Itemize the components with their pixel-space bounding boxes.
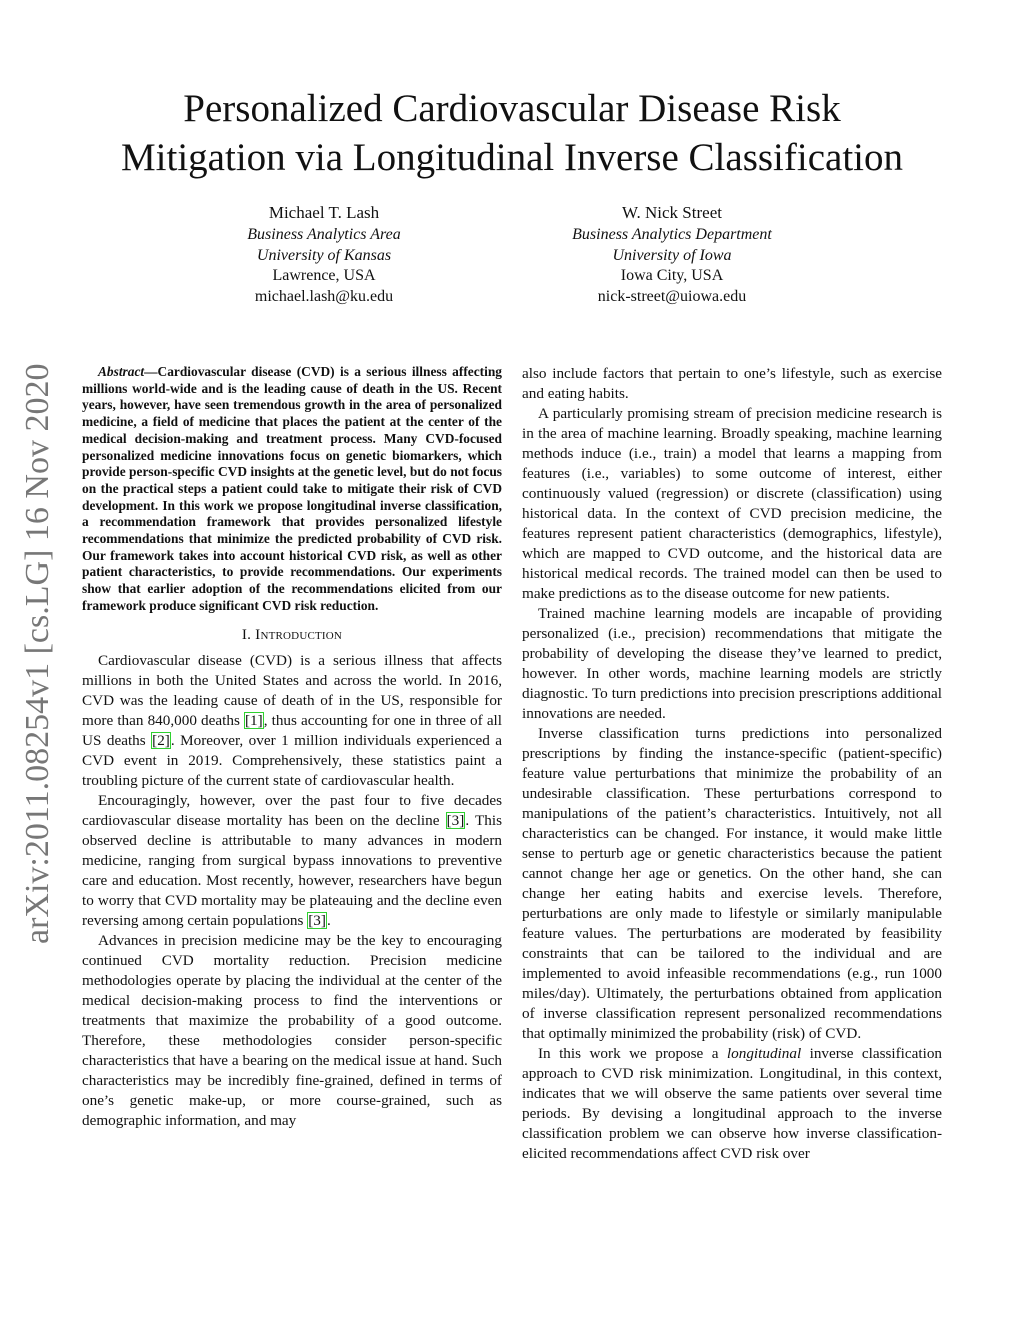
- author-location: Iowa City, USA: [620, 267, 724, 285]
- intro-paragraph-3-continued: also include factors that pertain to one’s lifestyle, such as exercise and eating habits.: [522, 365, 942, 402]
- author-location: Lawrence, USA: [272, 267, 376, 285]
- author-name: W. Nick Street: [622, 203, 722, 222]
- title-line-2: Mitigation via Longitudinal Inverse Classification: [120, 136, 904, 179]
- citation-link[interactable]: [2]: [152, 731, 170, 749]
- author-block-1: [194, 201, 454, 308]
- author-block-2: [542, 201, 802, 308]
- abstract-text: Cardiovascular disease (CVD) is a serious illness affecting millions world-wide and is the leading cause of death in the US. Recent years, however, have seen tremendous growth in the area of personalized medicine, a field of medicine that places the patient at the center of the medical decision-making and treatment process. Many CVD-focused personalized medicine innovations focus on genetic biomarkers, which provide person-specific CVD insights at the genetic level, but do not focus on the practical steps a patient could take to mitigate their risk of CVD development. In this work we propose longitudinal inverse classification, a recommendation framework that provides personalized lifestyle recommendations that minimize the predicted probability of CVD risk. Our framework takes into account historical CVD risk, as well as other patient characteristics, to provide recommendations. Our experiments show that earlier adoption of the recommendations elicited from our framework produce significant CVD risk reduction.: [82, 364, 502, 613]
- right-column: [522, 364, 942, 1164]
- section-number: I.: [241, 625, 256, 643]
- text-run: In this work we propose a: [538, 1045, 727, 1062]
- intro-paragraph-3: Advances in precision medicine may be the key to encouraging continued CVD mortality reduction. Precision medicine methodologies operate by placing the individual at the center of the medical decision-making process to find the interventions or treatments that maximize the probability of a good outcome. Therefore, these methodologies consider person-specific characteristics that have a bearing on the medical issue at hand. Such characteristics may be incredibly fine-grained, defined in terms of one’s genetic make-up, or more course-grained, such as demographic information, and may: [82, 931, 502, 1129]
- author-institution: University of Iowa: [612, 246, 732, 264]
- intro-paragraph-6: Inverse classification turns predictions into personalized prescriptions by finding the instance-specific (patient-specific) feature value perturbations that minimize the probability of an undesirable classification. These perturbations correspond to manipulations of the patient’s characteristics. Intuitively, not all characteristics can be changed. For instance, it would make little sense to perturb age or genetic characteristics because the patient cannot change her age or genetics. On the other hand, she can change her eating habits and exercise levels. Therefore, perturbations are only made to lifestyle or similarly manipulable feature values. The perturbations are moderated by feasibility constraints that can be tailored to the individual and are implemented to avoid infeasible recommendations (e.g., run 1000 miles/day). Ultimately, the perturbations obtained from application of inverse classification represent personalized recommendations that optimally minimized the probability (risk) of CVD.: [522, 725, 942, 1042]
- author-email: nick-street@uiowa.edu: [597, 288, 747, 306]
- text-run: .: [326, 911, 331, 929]
- section-heading-introduction: [82, 625, 502, 645]
- text-run: Cardiovascular disease (CVD) is a serious illness that affects millions in both the United States and across the world. In 2016, CVD was the leading cause of death of in the US, responsible for more than 840,000 deaths: [82, 651, 502, 729]
- author-department: Business Analytics Area: [247, 226, 401, 243]
- emphasis-longitudinal: longitudinal: [726, 1045, 802, 1062]
- abstract-dash: —: [144, 364, 158, 379]
- text-run: . Moreover, over 1 million individuals experienced a CVD event in 2019. Comprehensively, these statistics paint a troubling picture of the current state of cardiovascular health.: [82, 731, 502, 789]
- text-run: . This observed decline is attributable to many advances in modern medicine, ranging from surgical bypass innovations to preventive care and education. Most recently, however, researchers have begun to worry that CVD mortality may be plateauing and the decline even reversing among certain populations: [82, 811, 502, 929]
- left-column: [82, 364, 502, 1131]
- intro-paragraph-5: Trained machine learning models are incapable of providing personalized (i.e., precision) recommendations that mitigate the probability of developing the disease they’ve learned to predict, however. In other words, machine learning models are strictly diagnostic. To turn predictions into precision prescriptions additional innovations are needed.: [522, 605, 942, 722]
- section-title-rest: ntroduction: [260, 625, 343, 643]
- text-run: inverse classification approach to CVD risk minimization. Longitudinal, in this context, indicates that we will observe the same patients over several time periods. By devising a longitudinal approach to the inverse classification problem we can observe how inverse classification-elicited recommendations affect CVD risk over: [522, 1045, 943, 1162]
- text-run: Encouragingly, however, over the past four to five decades cardiovascular disease mortality has been on the decline: [82, 791, 502, 829]
- citation-link[interactable]: [3]: [446, 811, 465, 829]
- intro-paragraph-7: [522, 1044, 942, 1164]
- author-email: michael.lash@ku.edu: [254, 288, 394, 306]
- intro-paragraph-1: [82, 651, 502, 791]
- author-department: Business Analytics Department: [572, 226, 772, 243]
- intro-paragraph-2: [82, 791, 502, 931]
- arxiv-stamp: arXiv:2011.08254v1 [cs.LG] 16 Nov 2020: [19, 363, 56, 944]
- text-run: , thus accounting for one in three of all US deaths: [82, 711, 502, 749]
- abstract: [82, 364, 502, 615]
- intro-paragraph-4: A particularly promising stream of precision medicine research is in the area of machine learning. Broadly speaking, machine learning methods induce (i.e., train) a model that learns a mapping from features (i.e., variables) to some outcome of interest, either continuously valued (regression) or discrete (classification) using historical data. In the context of CVD precision medicine, the features represent patient characteristics (demographics, lifestyle), which are mapped to CVD outcome, and the historical data are historical medical records. The trained model can then be used to make predictions as to the disease outcome for new patients.: [522, 405, 942, 602]
- title-line-1: Personalized Cardiovascular Disease Risk: [183, 87, 841, 130]
- abstract-label: Abstract: [98, 364, 145, 379]
- paper-title: [80, 84, 944, 182]
- citation-link[interactable]: [3]: [308, 911, 326, 929]
- author-name: Michael T. Lash: [268, 203, 380, 222]
- author-institution: University of Kansas: [256, 246, 392, 264]
- section-title-initial: I: [255, 625, 261, 643]
- citation-link[interactable]: [1]: [244, 711, 263, 729]
